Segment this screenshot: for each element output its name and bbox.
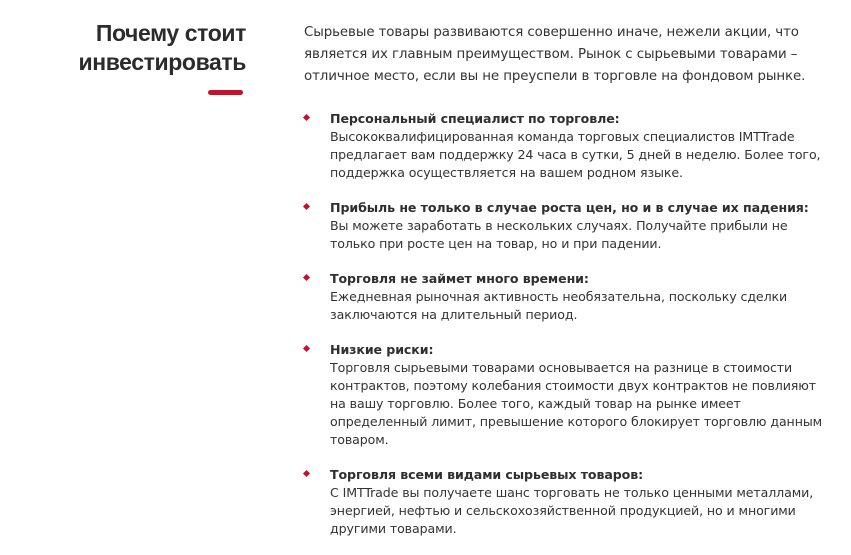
heading-accent-bar [208, 90, 243, 95]
diamond-bullet-icon [303, 114, 310, 121]
heading-line-1: Почему стоит [95, 20, 246, 46]
list-item [304, 270, 834, 324]
list-item [304, 199, 834, 253]
benefit-text: Высококвалифицированная команда торговых специалистов IMTTrade предлагает вам поддержку 24 часа в сутки, 5 дней в неделю. Более того, поддержка осуществляется на вашем родном языке. [330, 129, 821, 180]
diamond-bullet-icon [303, 274, 310, 281]
benefit-title: Торговля всеми видами сырьевых товаров: [330, 467, 644, 482]
benefit-text: Вы можете заработать в нескольких случаях. Получайте прибыли не только при росте цен на товар, но и при падении. [330, 218, 788, 251]
list-item [304, 466, 834, 538]
section-heading-block [60, 19, 246, 77]
content-column [304, 22, 834, 555]
benefit-title: Персональный специалист по торговле: [330, 111, 620, 126]
benefit-title: Прибыль не только в случае роста цен, но и в случае их падения: [330, 200, 809, 215]
section-heading [60, 19, 246, 77]
diamond-bullet-icon [303, 203, 310, 210]
benefit-text: Торговля сырьевыми товарами основывается на разнице в стоимости контрактов, поэтому колебания стоимости двух контрактов не повлияют на вашу торговлю. Более того, каждый товар на рынке имеет определенный лимит, превышение которого блокирует торговлю данным товаром. [330, 360, 823, 447]
diamond-bullet-icon [303, 470, 310, 477]
benefit-title: Торговля не займет много времени: [330, 271, 589, 286]
intro-paragraph: Сырьевые товары развиваются совершенно иначе, нежели акции, что является их главным преимуществом. Рынок с сырьевыми товарами – отличное место, если вы не преуспели в торговле на фондовом рынке. [304, 25, 806, 84]
benefit-title: Низкие риски: [330, 342, 434, 357]
list-item [304, 110, 834, 182]
benefit-text: Ежедневная рыночная активность необязательна, поскольку сделки заключаются на длительный период. [330, 289, 788, 322]
heading-line-2: инвестировать [78, 49, 246, 75]
benefit-text: С IMTTrade вы получаете шанс торговать не только ценными металлами, энергией, нефтью и сельскохозяйственной продукцией, но и многими другими товарами. [330, 485, 814, 536]
diamond-bullet-icon [303, 345, 310, 352]
list-item [304, 341, 834, 449]
benefits-list [304, 110, 834, 538]
